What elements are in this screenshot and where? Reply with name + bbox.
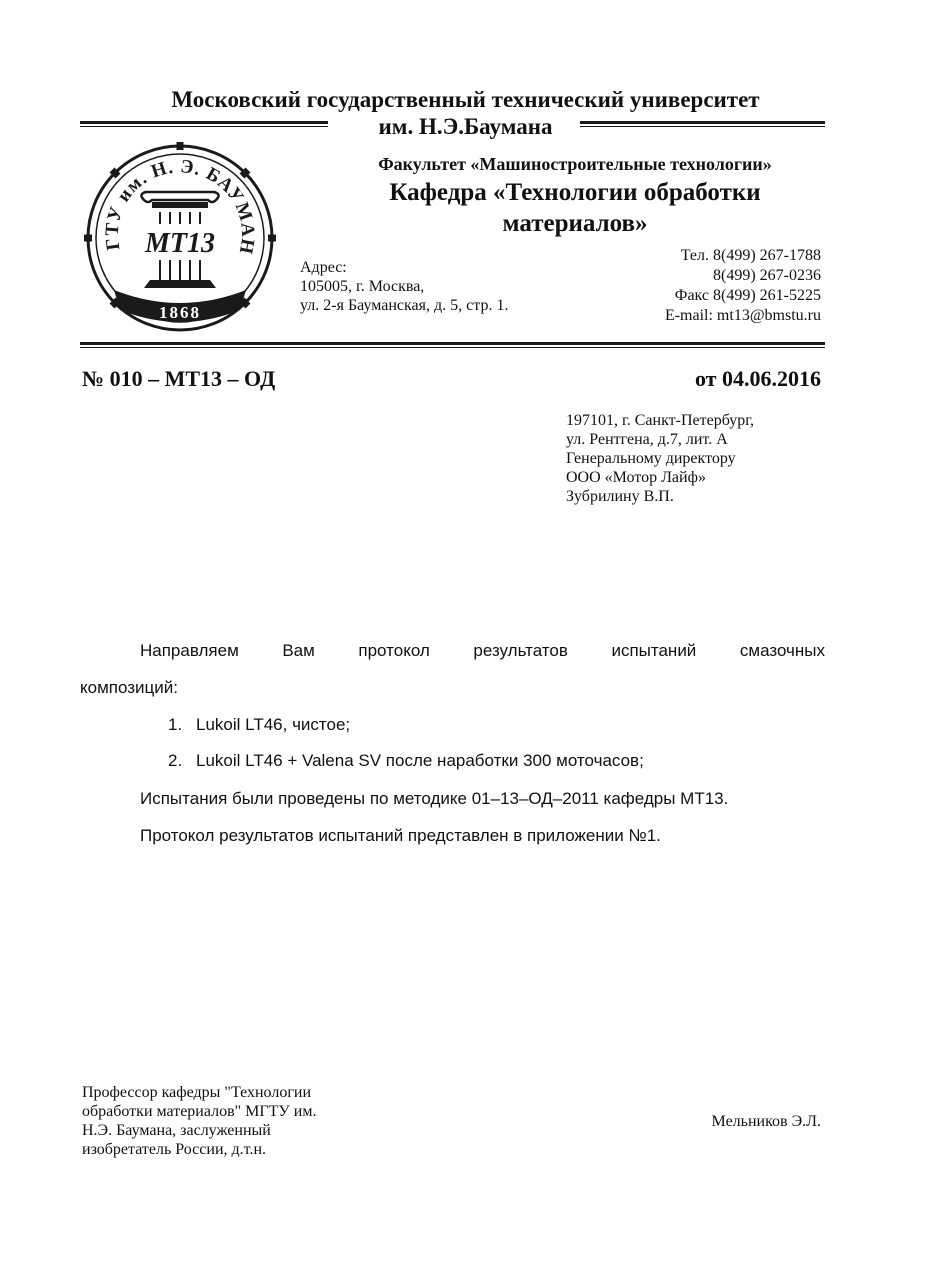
- logo-seal-icon: [80, 138, 280, 338]
- department-name-line2: материалов»: [502, 210, 648, 237]
- body-appendix-sentence: Протокол результатов испытаний представлен в приложении №1.: [140, 826, 661, 845]
- recipient-line: 197101, г. Санкт-Петербург,: [566, 412, 755, 429]
- list-item-text: Lukoil LT46 + Valena SV после наработки 300 моточасов;: [196, 751, 644, 770]
- body-intro-line1: Направляем Вам протокол результатов испытаний смазочных: [140, 641, 825, 660]
- signatory-title-line: Н.Э. Баумана, заслуженный: [82, 1122, 271, 1139]
- header-rule-right: [580, 121, 825, 124]
- list-item-number: 1.: [168, 715, 183, 734]
- signatory-title-line: изобретатель России, д.т.н.: [82, 1141, 266, 1158]
- list-item: [168, 750, 644, 772]
- list-item-text: Lukoil LT46, чистое;: [196, 715, 351, 734]
- department-name-line1: Кафедра «Технологии обработки: [389, 179, 761, 206]
- body-methodology-sentence: Испытания были проведены по методике 01–13–ОД–2011 кафедры МТ13.: [140, 789, 729, 808]
- signatory-title-line: Профессор кафедры "Технологии: [82, 1084, 312, 1101]
- phone-primary: Тел. 8(499) 267-1788: [680, 247, 821, 264]
- letterhead-rule: [80, 342, 825, 345]
- document-date: от 04.06.2016: [694, 366, 821, 391]
- address-line2: ул. 2-я Бауманская, д. 5, стр. 1.: [300, 297, 509, 314]
- phone-secondary: 8(499) 267-0236: [713, 267, 821, 284]
- letterhead-rule-thin: [80, 347, 825, 348]
- logo-year-text: 1868: [159, 303, 201, 322]
- recipient-line: ООО «Мотор Лайф»: [566, 469, 706, 486]
- header-rule-right-thin: [580, 126, 825, 127]
- sender-address: [300, 258, 508, 315]
- logo-center-text: МТ13: [145, 228, 215, 259]
- university-name: Московский государственный технический университет: [171, 87, 760, 112]
- logo-ring-text: ГТУ им. Н. Э. БАУМАН: [101, 156, 259, 257]
- university-logo: [80, 138, 280, 338]
- faculty-name: Факультет «Машиностроительные технологии»: [378, 154, 772, 174]
- body-intro-line2: композиций:: [80, 678, 178, 697]
- university-subtitle: им. Н.Э.Баумана: [378, 114, 553, 139]
- recipient-line: Зубрилину В.П.: [566, 488, 674, 505]
- address-line1: 105005, г. Москва,: [300, 278, 425, 295]
- signatory-title-line: обработки материалов" МГТУ им.: [82, 1103, 317, 1120]
- signatory-title: [82, 1083, 382, 1159]
- sender-contacts: [665, 246, 821, 326]
- address-label: Адрес:: [300, 259, 347, 276]
- fax-number: Факс 8(499) 261-5225: [674, 287, 821, 304]
- list-item: [168, 714, 350, 736]
- list-item-number: 2.: [168, 751, 183, 770]
- recipient-line: ул. Рентгена, д.7, лит. А: [566, 431, 728, 448]
- signatory-name: Мельников Э.Л.: [711, 1113, 821, 1130]
- recipient-line: Генеральному директору: [566, 450, 736, 467]
- document-number: № 010 – МТ13 – ОД: [82, 366, 276, 391]
- recipient-block: [566, 411, 754, 506]
- email-address: E-mail: mt13@bmstu.ru: [664, 307, 821, 324]
